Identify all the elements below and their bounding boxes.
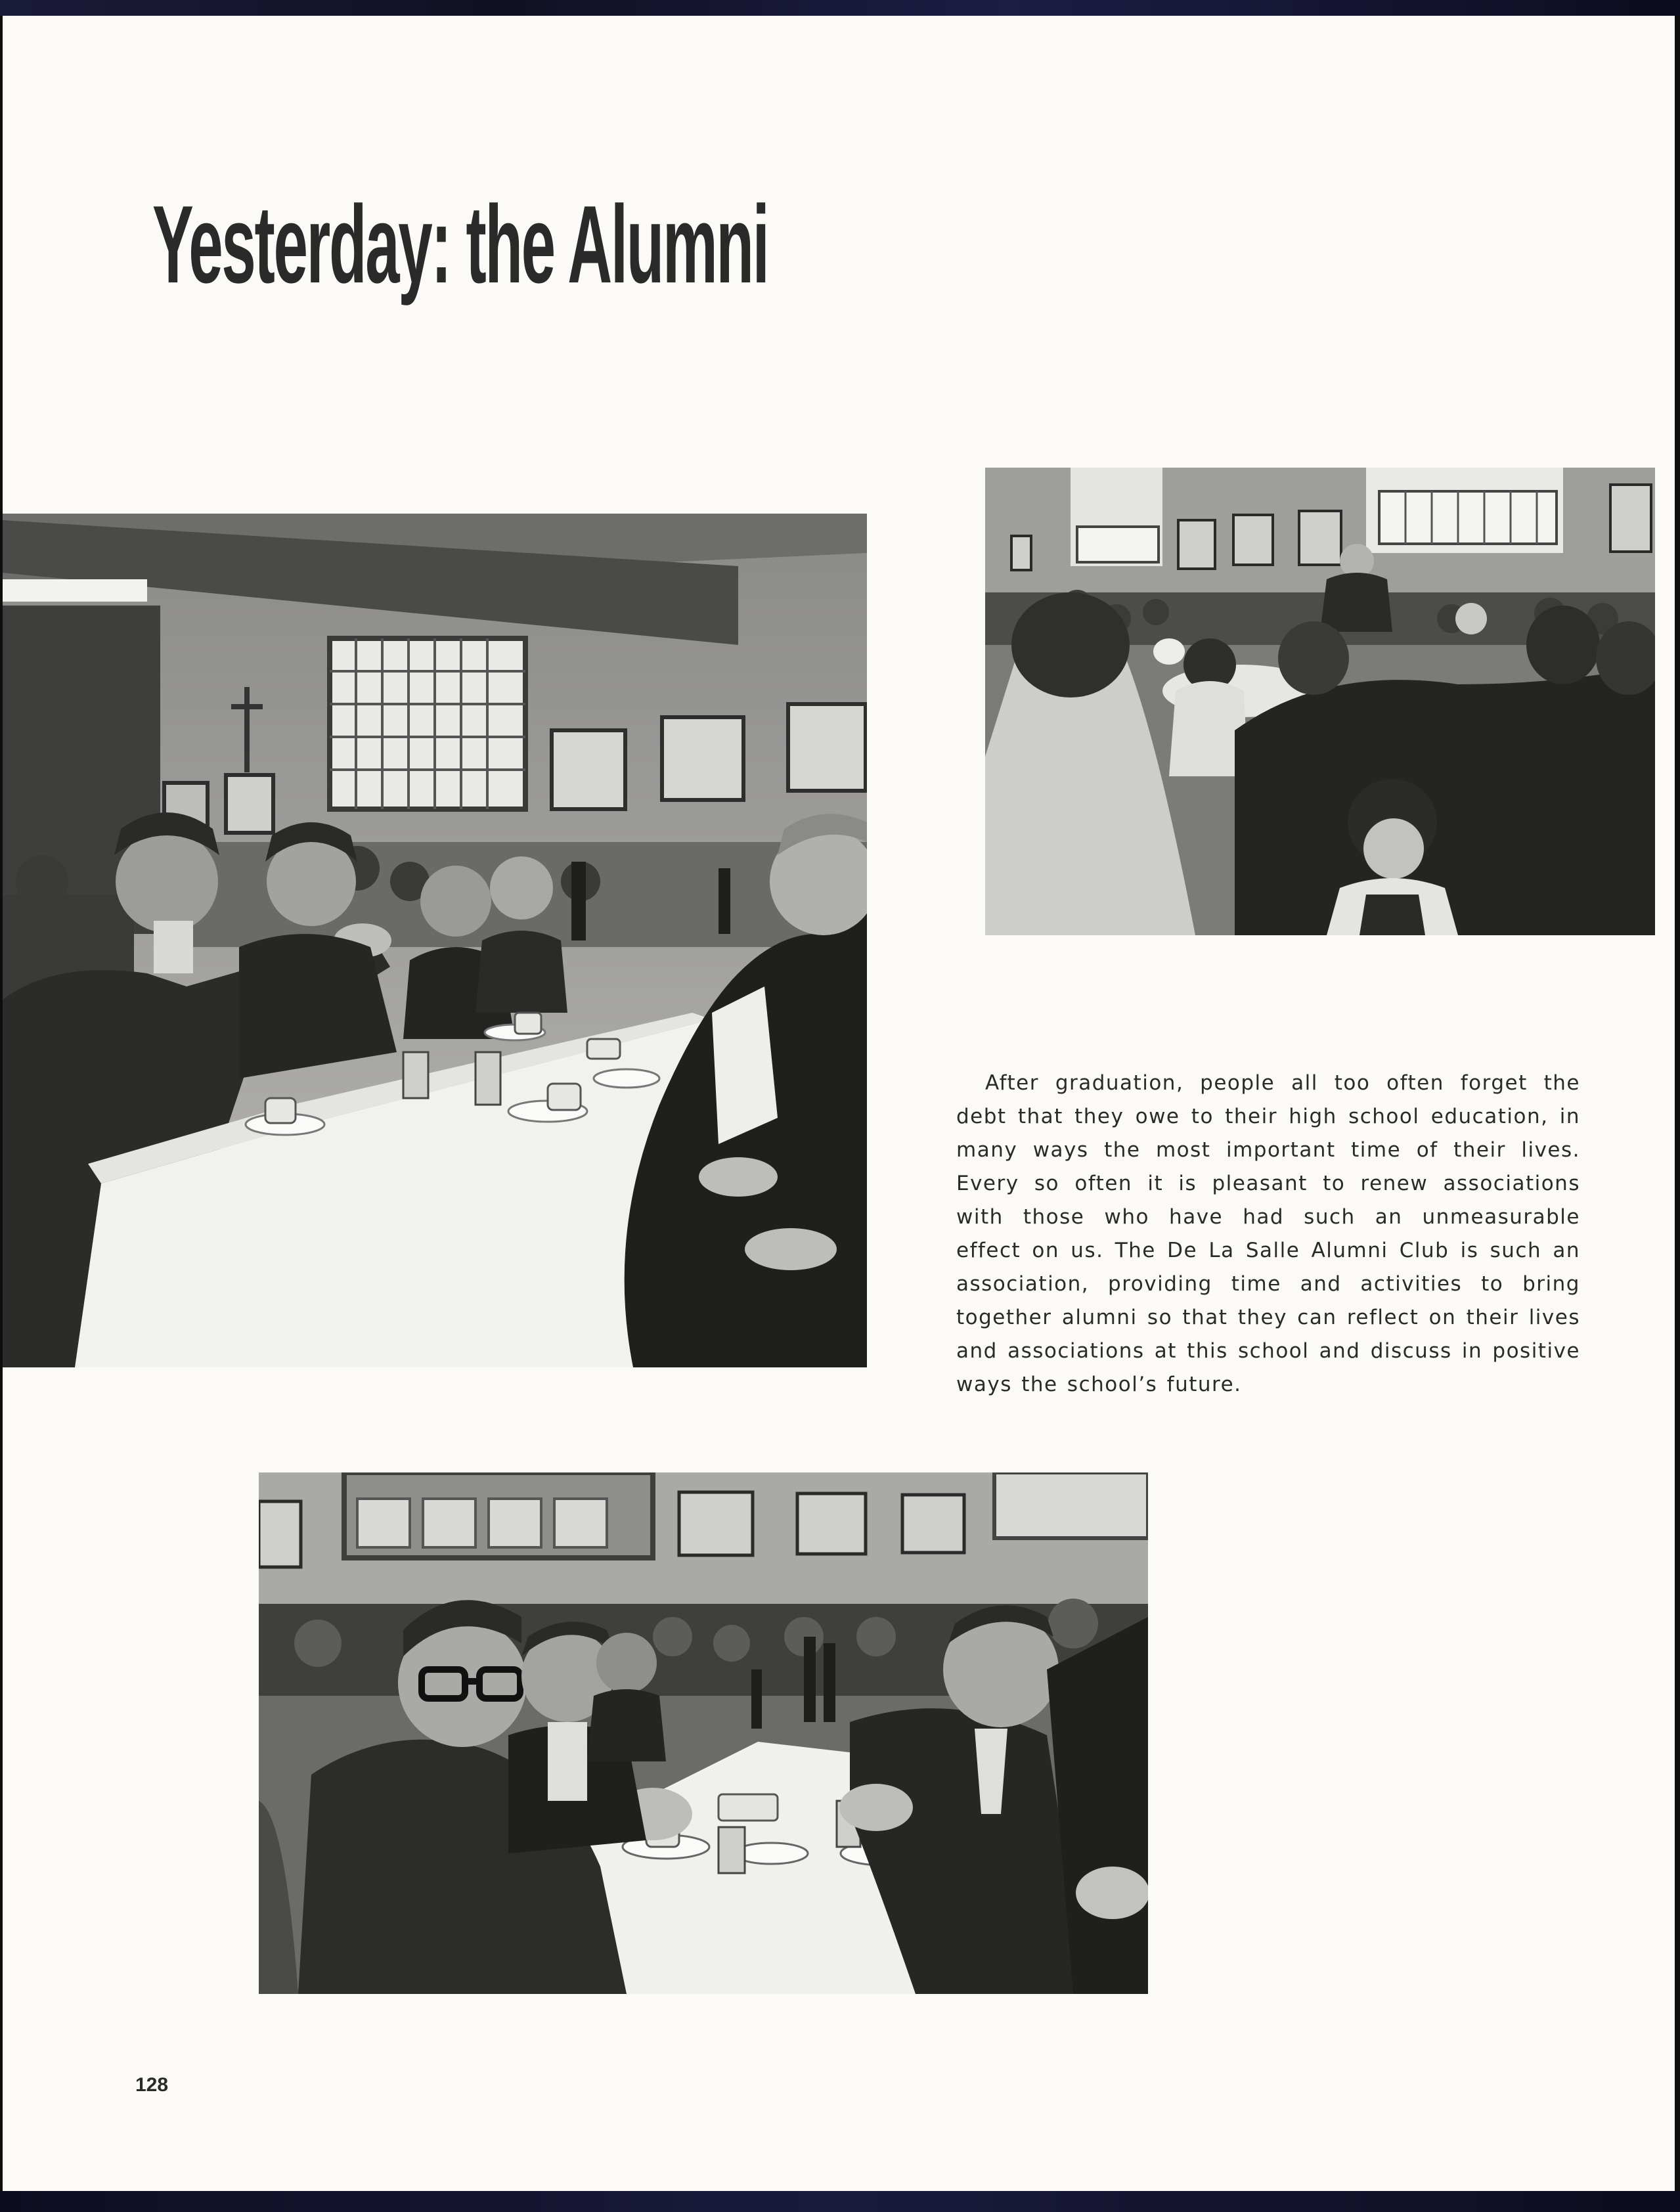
photo-alumni-banquet-table [3, 514, 867, 1367]
yearbook-page [3, 16, 1675, 2191]
page-headline: Yesterday: the Alumni [152, 183, 768, 306]
body-paragraph: After graduation, people all too often forget the debt that they owe to their high school education, in many ways the most important time of their lives. Every so often it is pleasant to renew associations with those who have had such an unmeasurable effect on us. The De La Salle Alumni Club is such an association, providing time and activities to bring together alumni so that they can reflect on their lives and associations at this school and discuss in positive ways the school’s future. [956, 1071, 1580, 1396]
scan-edge-bottom [0, 2191, 1680, 2212]
photo-alumni-dinner-table [259, 1472, 1148, 1994]
scan-edge-top [0, 0, 1680, 16]
photo-alumni-gathering-hall [985, 468, 1655, 935]
page-number: 128 [135, 2074, 169, 2096]
